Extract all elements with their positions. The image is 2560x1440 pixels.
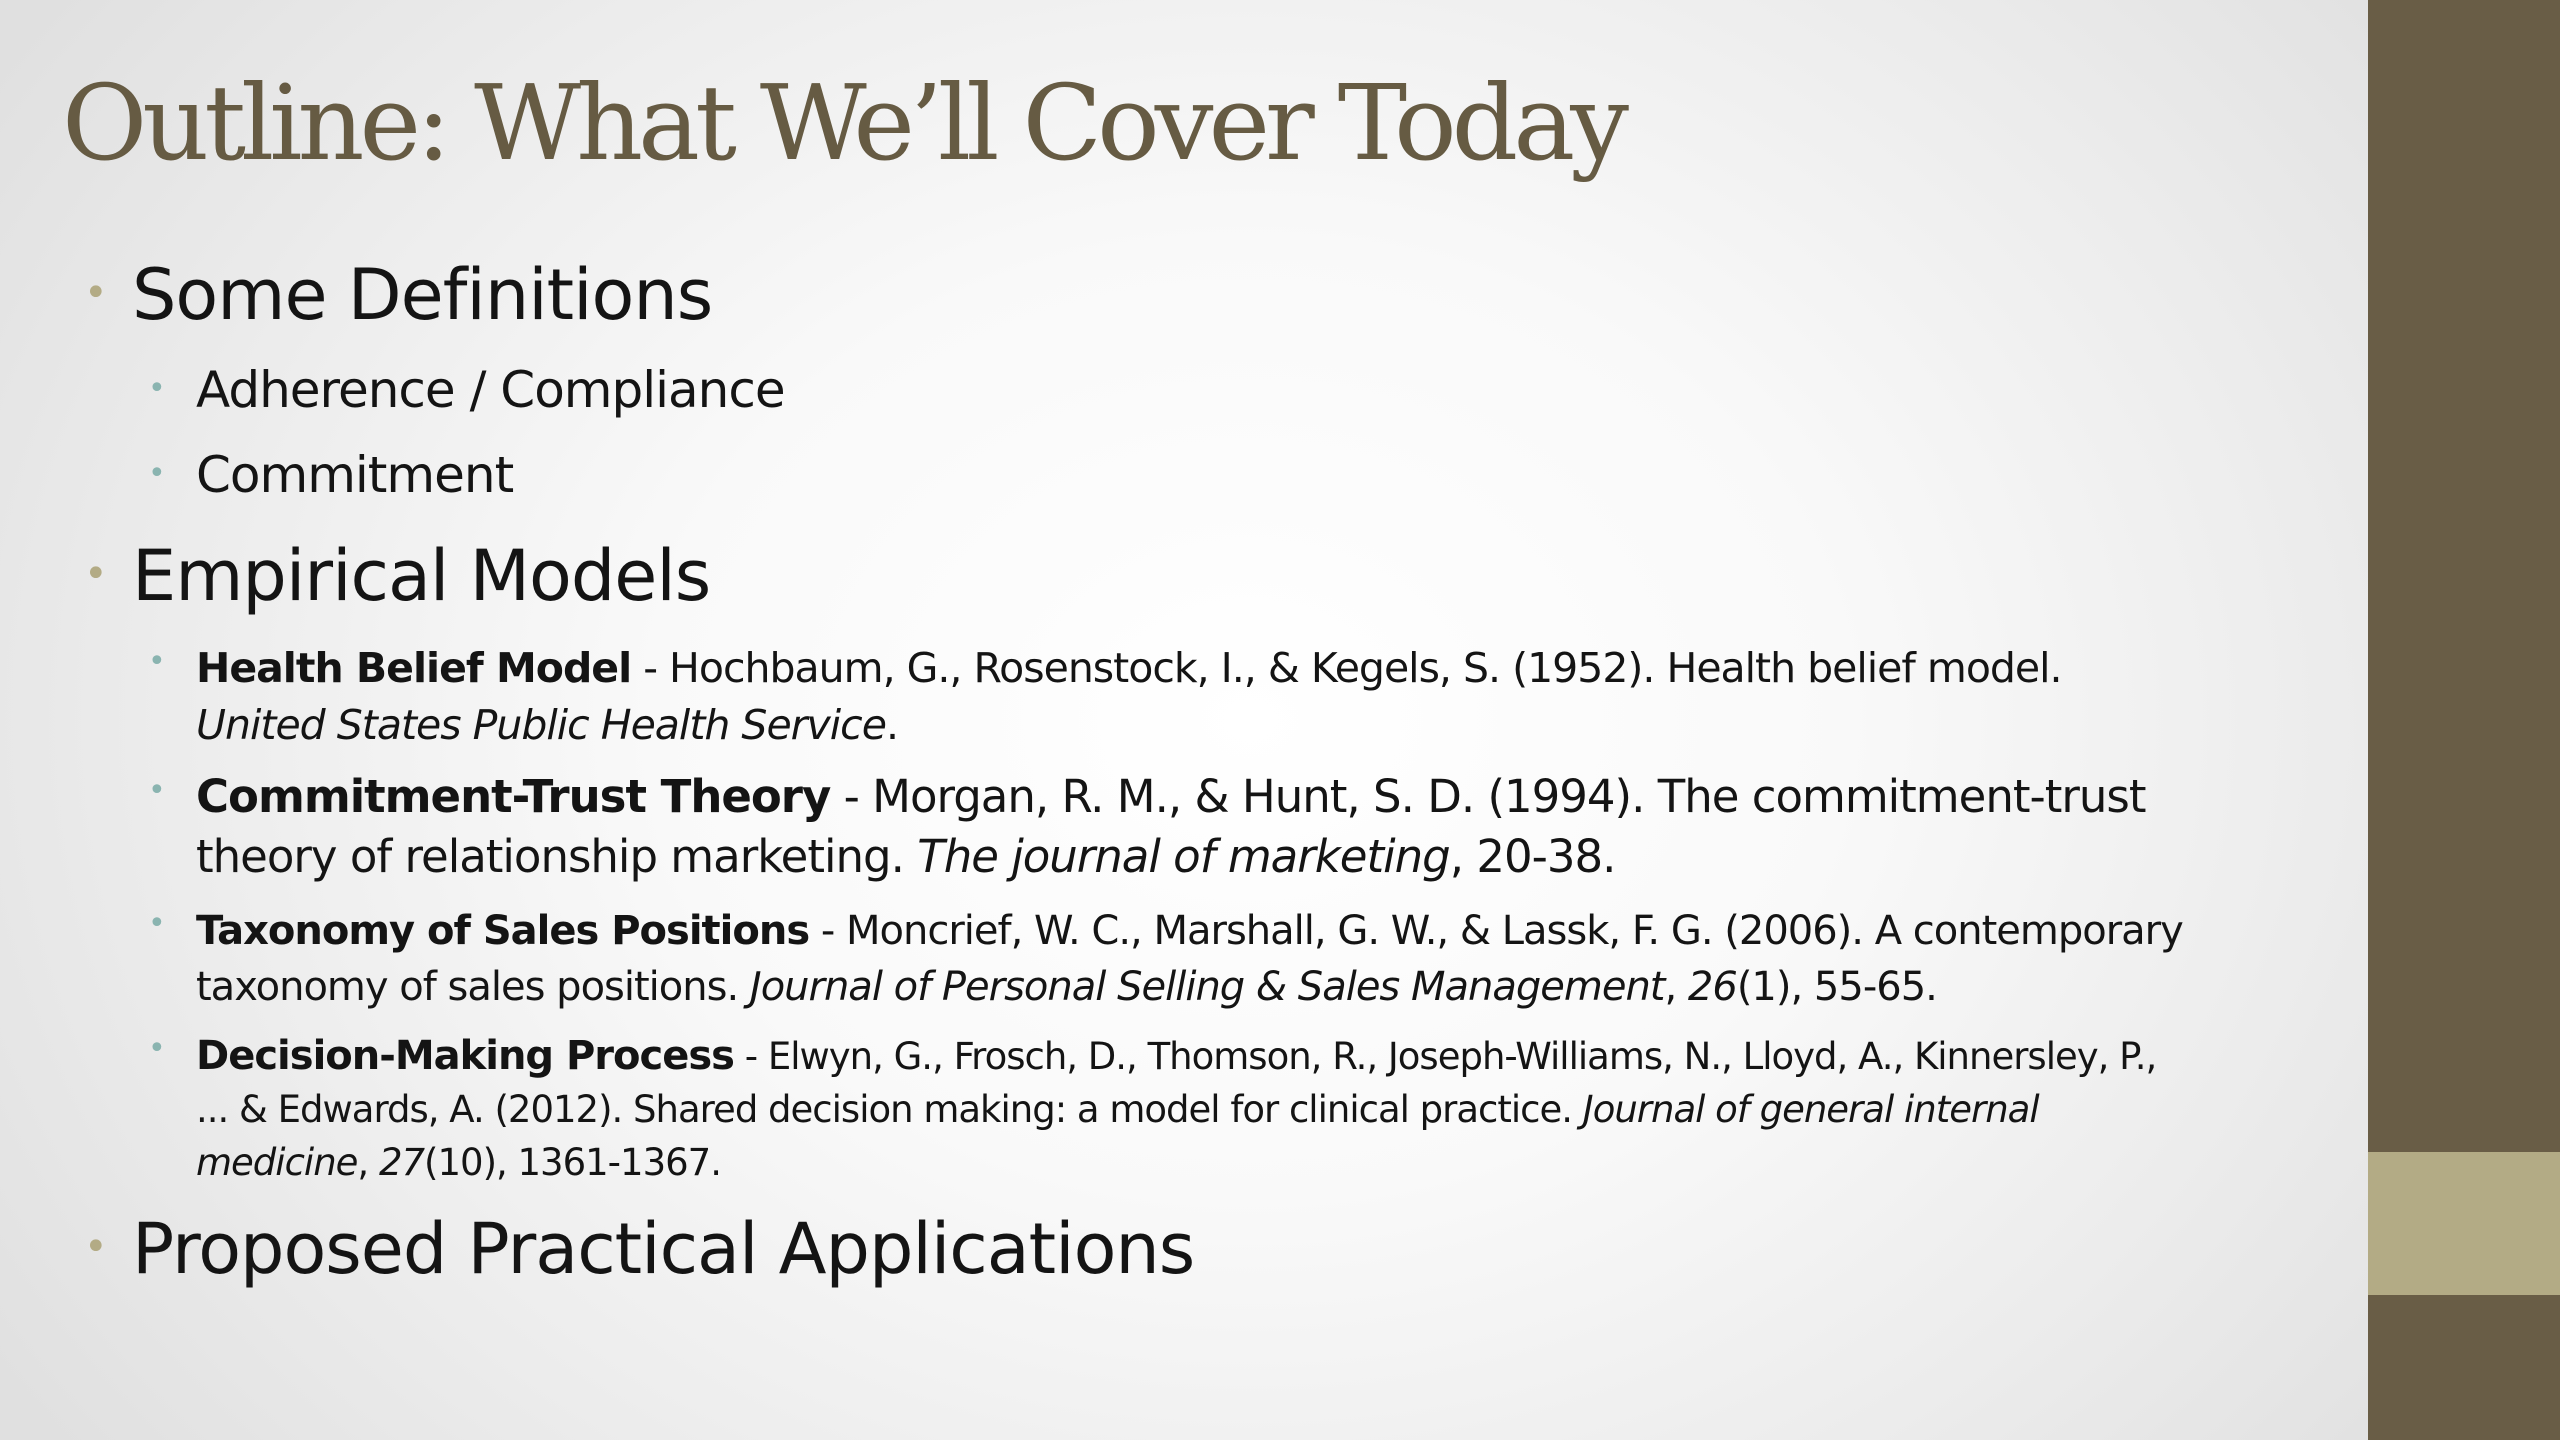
journal-volume: 26 <box>1687 964 1737 1010</box>
reference-line: Health Belief Model - Hochbaum, G., Rosenstock, I., & Kegels, S. (1952). Health belief model. <box>196 644 2062 692</box>
bullet-icon: • <box>148 644 166 679</box>
model-name: Health Belief Model <box>196 644 632 692</box>
reference-line: Commitment-Trust Theory - Morgan, R. M., & Hunt, S. D. (1994). The commitment-trust <box>196 770 2146 823</box>
citation-text: ... & Edwards, A. (2012). Shared decision making: a model for clinical practice. <box>196 1088 1583 1131</box>
reference-line <box>196 1083 2156 1136</box>
outline-subitem-label: Adherence / Compliance <box>196 361 785 419</box>
reference-line: theory of relationship marketing. The journal of marketing, 20-38. <box>196 830 1616 883</box>
citation-text: Elwyn, G., Frosch, D., Thomson, R., Joseph-Williams, N., Lloyd, A., Kinnersley, P., <box>767 1035 2157 1078</box>
bullet-icon: • <box>84 270 108 316</box>
reference-text <box>196 640 2062 754</box>
bullet-icon: • <box>148 371 166 406</box>
journal-name: The journal of marketing <box>917 830 1450 883</box>
citation-text: Hochbaum, G., Rosenstock, I., & Kegels, S. (1952). Health belief model. <box>669 644 2062 692</box>
reference-line: medicine, 27(10), 1361-1367. <box>196 1141 721 1184</box>
decorative-sidebar-accent <box>2368 1152 2560 1295</box>
model-name: Commitment-Trust Theory <box>196 770 831 823</box>
journal-name: Journal of Personal Selling & Sales Management <box>749 964 1665 1010</box>
journal-name: United States Public Health Service <box>196 701 886 749</box>
model-name: Decision-Making Process <box>196 1033 734 1079</box>
citation-text: theory of relationship marketing. <box>196 830 918 883</box>
citation-text: Moncrief, W. C., Marshall, G. W., & Lassk, F. G. (2006). A contemporary <box>846 908 2183 954</box>
reference-line: Decision-Making Process - Elwyn, G., Frosch, D., Thomson, R., Joseph-Williams, N., Lloyd, A., Kinnersley, P., <box>196 1033 2157 1079</box>
bullet-icon: • <box>148 906 166 941</box>
journal-name: Journal of general internal <box>1582 1088 2039 1131</box>
reference-line: taxonomy of sales positions. Journal of Personal Selling & Sales Management, 26(1), 55-65. <box>196 964 1937 1010</box>
reference-text <box>196 767 2145 887</box>
outline-item-label: Some Definitions <box>132 254 713 336</box>
reference-line: United States Public Health Service. <box>196 701 898 749</box>
reference-line: Taxonomy of Sales Positions - Moncrief, W. C., Marshall, G. W., & Lassk, F. G. (2006). A contemporary <box>196 908 2183 954</box>
bullet-icon: • <box>84 551 108 597</box>
bullet-icon: • <box>84 1224 108 1270</box>
citation-text: taxonomy of sales positions. <box>196 964 750 1010</box>
citation-text: Morgan, R. M., & Hunt, S. D. (1994). The commitment-trust <box>872 770 2146 823</box>
outline-subitem-label: Commitment <box>196 446 514 504</box>
bullet-icon: • <box>148 1031 166 1066</box>
slide-title: Outline: What We’ll Cover Today <box>62 62 1625 184</box>
journal-name: medicine <box>196 1141 358 1184</box>
bullet-icon: • <box>148 456 166 491</box>
reference-text <box>196 1030 2156 1189</box>
model-name: Taxonomy of Sales Positions <box>196 908 810 954</box>
journal-volume: 27 <box>378 1141 425 1184</box>
bullet-icon: • <box>148 773 166 808</box>
reference-text <box>196 903 2183 1015</box>
outline-item-label: Proposed Practical Applications <box>132 1208 1195 1290</box>
outline-item-label: Empirical Models <box>132 535 711 617</box>
